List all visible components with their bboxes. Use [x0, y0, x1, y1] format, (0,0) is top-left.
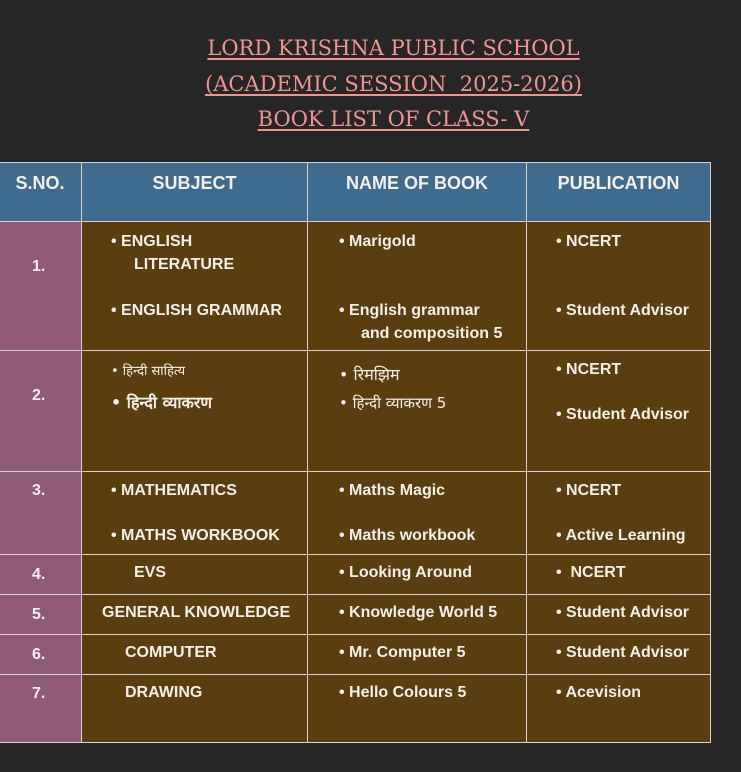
sno-cell — [0, 635, 82, 675]
book-line: • Maths workbook — [339, 527, 476, 544]
table-row — [0, 222, 711, 351]
column-header-subject: SUBJECT — [82, 163, 308, 222]
table-row — [0, 472, 711, 555]
subject-line: EVS — [134, 564, 167, 581]
book-line: • Mr. Computer 5 — [339, 644, 466, 661]
book-line: • Marigold — [339, 233, 416, 250]
publication-cell — [527, 595, 711, 635]
book-line: • हिन्दी व्याकरण 5 — [339, 394, 447, 412]
sno-cell — [0, 351, 82, 472]
table-header-row — [0, 163, 711, 222]
publication-line: • NCERT — [556, 233, 622, 250]
sno-cell — [0, 555, 82, 595]
subject-line: • ENGLISH — [111, 233, 193, 250]
book-line: • English grammar — [339, 302, 480, 319]
book-line: • Looking Around — [339, 564, 472, 581]
sno: 5. — [32, 606, 46, 623]
table-row — [0, 675, 711, 743]
table-row — [0, 635, 711, 675]
subject-cell — [82, 635, 308, 675]
column-header-sno: S.NO. — [0, 163, 82, 222]
publication-cell — [527, 351, 711, 472]
subject-line: • हिन्दी साहित्य — [111, 364, 186, 379]
book-list-table — [0, 162, 711, 743]
publication-line: • Student Advisor — [556, 302, 690, 319]
publication-cell — [527, 472, 711, 555]
table-row — [0, 595, 711, 635]
subject-cell — [82, 675, 308, 743]
book-line: and composition 5 — [361, 325, 503, 342]
subject-line: • MATHS WORKBOOK — [111, 527, 280, 544]
sno: 4. — [32, 566, 46, 583]
publication-line: • Active Learning — [556, 527, 686, 544]
publication-line: • Student Advisor — [556, 644, 690, 661]
academic-session: (ACADEMIC SESSION 2025-2026) — [205, 72, 582, 96]
sno-cell — [0, 595, 82, 635]
column-header-book: NAME OF BOOK — [308, 163, 527, 222]
publication-line: • NCERT — [556, 482, 622, 499]
sno: 3. — [32, 482, 46, 499]
book-line: • Hello Colours 5 — [339, 684, 467, 701]
publication-line: • NCERT — [556, 361, 622, 378]
book-list-title: BOOK LIST OF CLASS- V — [257, 107, 530, 131]
publication-line: • Acevision — [556, 684, 642, 701]
publication-cell — [527, 635, 711, 675]
subject-cell — [82, 595, 308, 635]
subject-cell — [82, 351, 308, 472]
subject-cell — [82, 472, 308, 555]
book-line: • Knowledge World 5 — [339, 604, 498, 621]
publication-cell — [527, 555, 711, 595]
publication-line: • NCERT — [556, 564, 626, 581]
school-name: LORD KRISHNA PUBLIC SCHOOL — [207, 36, 580, 60]
subject-line: • हिन्दी व्याकरण — [111, 393, 212, 412]
book-cell — [308, 635, 527, 675]
book-cell — [308, 351, 527, 472]
subject-line: GENERAL KNOWLEDGE — [102, 604, 291, 621]
subject-line: COMPUTER — [125, 644, 217, 661]
book-cell — [308, 675, 527, 743]
subject-cell — [82, 222, 308, 351]
book-line: • Maths Magic — [339, 482, 446, 499]
book-cell — [308, 555, 527, 595]
book-cell — [308, 595, 527, 635]
subject-line: • MATHEMATICS — [111, 482, 237, 499]
sno-cell — [0, 222, 82, 351]
publication-cell — [527, 222, 711, 351]
sno: 2. — [32, 387, 46, 404]
book-line: • रिमझिम — [339, 365, 400, 384]
subject-line: DRAWING — [125, 684, 203, 701]
subject-cell — [82, 555, 308, 595]
book-cell — [308, 222, 527, 351]
column-header-publication: PUBLICATION — [527, 163, 711, 222]
sno: 6. — [32, 646, 46, 663]
book-cell — [308, 472, 527, 555]
table-row — [0, 555, 711, 595]
table-row — [0, 351, 711, 472]
subject-line: LITERATURE — [134, 256, 235, 273]
sno: 1. — [32, 258, 46, 275]
publication-cell — [527, 675, 711, 743]
sno-cell — [0, 675, 82, 743]
sno: 7. — [32, 685, 46, 702]
subject-line: • ENGLISH GRAMMAR — [111, 302, 282, 319]
sno-cell — [0, 472, 82, 555]
publication-line: • Student Advisor — [556, 406, 690, 423]
publication-line: • Student Advisor — [556, 604, 690, 621]
